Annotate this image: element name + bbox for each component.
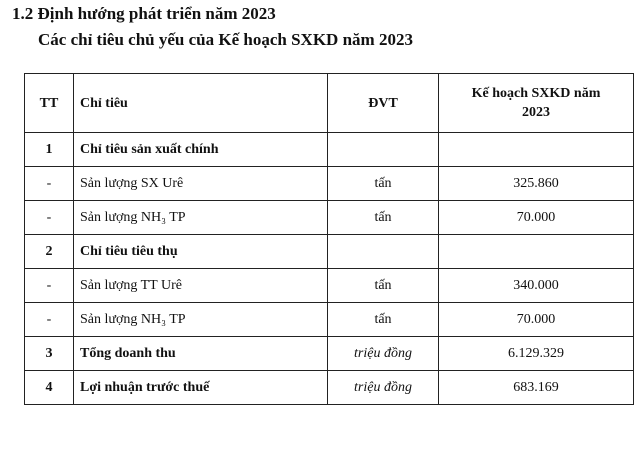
row-unit: tấn: [328, 303, 439, 337]
header-unit: ĐVT: [328, 74, 439, 133]
row-name: Lợi nhuận trước thuế: [74, 371, 328, 405]
table-row: [25, 201, 634, 235]
row-value: 683.169: [439, 371, 634, 405]
table-header-row: [25, 74, 634, 133]
row-tt: -: [25, 303, 74, 337]
header-value: [439, 74, 634, 133]
row-name: Sản lượng SX Urê: [74, 167, 328, 201]
row-value: 325.860: [439, 167, 634, 201]
header-value-line1: Kế hoạch SXKD năm: [471, 86, 601, 101]
row-name: Chỉ tiêu tiêu thụ: [74, 235, 328, 269]
row-name: Chỉ tiêu sản xuất chính: [74, 133, 328, 167]
table-row: [25, 167, 634, 201]
header-tt: TT: [25, 74, 74, 133]
table-row: [25, 269, 634, 303]
row-unit: [328, 235, 439, 269]
table-row: [25, 303, 634, 337]
row-unit: tấn: [328, 201, 439, 235]
row-value: 340.000: [439, 269, 634, 303]
row-tt: -: [25, 269, 74, 303]
table-row: [25, 337, 634, 371]
row-unit: [328, 133, 439, 167]
row-name: Sản lượng NH₃ TP: [74, 201, 328, 235]
row-unit: tấn: [328, 269, 439, 303]
row-value: 70.000: [439, 303, 634, 337]
section-heading: 1.2 Định hướng phát triển năm 2023: [12, 4, 276, 23]
row-unit: triệu đồng: [328, 337, 439, 371]
row-name: Tổng doanh thu: [74, 337, 328, 371]
row-value: 70.000: [439, 201, 634, 235]
table-row: [25, 371, 634, 405]
table-row: [25, 133, 634, 167]
table-title: Các chỉ tiêu chủ yếu của Kế hoạch SXKD năm 2023: [38, 30, 413, 49]
row-unit: tấn: [328, 167, 439, 201]
header-value-line2: 2023: [522, 105, 550, 120]
row-tt: -: [25, 167, 74, 201]
row-unit: triệu đồng: [328, 371, 439, 405]
row-tt: 1: [25, 133, 74, 167]
row-tt: 3: [25, 337, 74, 371]
row-tt: 4: [25, 371, 74, 405]
row-tt: -: [25, 201, 74, 235]
header-name: Chỉ tiêu: [74, 74, 328, 133]
row-name: Sản lượng TT Urê: [74, 269, 328, 303]
table-row: [25, 235, 634, 269]
plan-targets-table: [24, 73, 634, 405]
row-tt: 2: [25, 235, 74, 269]
row-value: 6.129.329: [439, 337, 634, 371]
row-name: Sản lượng NH₃ TP: [74, 303, 328, 337]
row-value: [439, 133, 634, 167]
row-value: [439, 235, 634, 269]
